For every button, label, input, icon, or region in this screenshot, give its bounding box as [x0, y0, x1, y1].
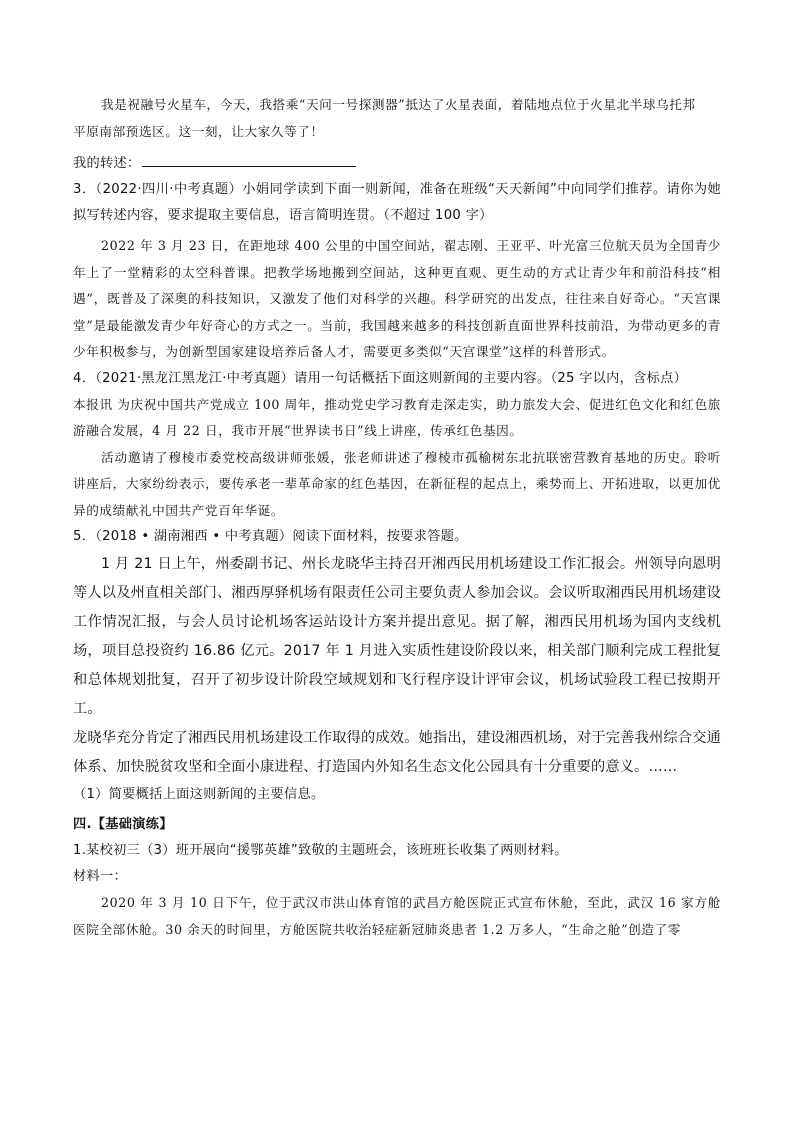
- material-text: 2020 年 3 月 10 日下午，位于武汉市洪山体育馆的武昌方舱医院正式宣布休舱，至此，武汉 16 家方舱医院全部休舱。30 余天的时间里，方舱医院共收治轻症新冠肺炎患者 1.2 万多人，“生命之舱”创造了零: [73, 895, 721, 937]
- question-5: [73, 524, 721, 808]
- section-heading: 四.【基础演练】: [73, 817, 173, 832]
- question-3: [73, 177, 721, 366]
- question-4: [73, 366, 721, 525]
- section-4: [73, 812, 721, 943]
- news-paragraph: 活动邀请了穆棱市委党校高级讲师张媛，张老师讲述了穆棱市孤榆树东北抗联密营教育基地的历史。聆听讲座后，大家纷纷表示，要传承老一辈革命家的红色基因，在新征程的起点上，乘势而上、开拓进取，以更加优异的成绩献礼中国共产党百年华诞。: [73, 449, 721, 518]
- sub-question: （1）简要概括上面这则新闻的主要信息。: [73, 787, 325, 802]
- answer-blank[interactable]: [142, 153, 356, 167]
- news-paragraph: 本报讯 为庆祝中国共产党成立 100 周年，推动党史学习教育走深走实，助力旅发大会、促进红色文化和红色旅游融合发展，4 月 22 日，我市开展“世界读书日”线上讲座，传承红色基因。: [73, 396, 721, 438]
- my-retell-line: [73, 151, 721, 177]
- question-prompt: 5．（2018 • 湖南湘西 • 中考真题）阅读下面材料，按要求答题。: [73, 529, 468, 544]
- question-prompt: 4．（2021·黑龙江黑龙江·中考真题）请用一句话概括下面这则新闻的主要内容。（25 字以内，含标点）: [73, 370, 688, 386]
- news-paragraph: 龙晓华充分肯定了湘西民用机场建设工作取得的成效。她指出，建设湘西机场，对于完善我州综合交通体系、加快脱贫攻坚和全面小康进程、打造国内外知名生态文化公园具有十分重要的意义。……: [73, 730, 721, 775]
- passage-top: [73, 92, 721, 177]
- question-prompt: 1.某校初三（3）班开展向“援鄂英雄”致敬的主题班会，该班班长收集了两则材料。: [73, 843, 568, 858]
- passage-line: 平原南部预选区。这一刻，让大家久等了！: [73, 123, 324, 139]
- news-passage: 2022 年 3 月 23 日，在距地球 400 公里的中国空间站，翟志刚、王亚平、叶光富三位航天员为全国青少年上了一堂精彩的太空科普课。把教学场地搬到空间站，这种更直观、更生动的方式让青少年和前沿科技“相遇”，既普及了深奥的科技知识，又激发了他们对科学的兴趣。科学研究的出发点，往往来自好奇心。“天宫课堂”是最能激发青少年好奇心的方式之一。当前，我国越来越多的科技创新直面世界科技前沿，为带动更多的青少年积极参与，为创新型国家建设培养后备人才，需要更多类似“天宫课堂”这样的科普形式。: [73, 238, 721, 359]
- my-retell-label: 我的转述：: [73, 156, 141, 171]
- news-paragraph: 1 月 21 日上午，州委副书记、州长龙晓华主持召开湘西民用机场建设工作汇报会。州领导向恩明等人以及州直相关部门、湘西厚驿机场有限责任公司主要负责人参加会议。会议听取湘西民用机场建设工作情况汇报，与会人员讨论机场客运站设计方案并提出意见。据了解，湘西民用机场为国内支线机场，项目总投资约 16.86 亿元。2017 年 1 月进入实质性建设阶段以来，相关部门顺利完成工程批复和总体规划批复，召开了初步设计阶段空域规划和飞行程序设计评审会议，机场试验段工程已按期开工。: [73, 556, 721, 717]
- material-label: 材料一：: [73, 869, 127, 884]
- passage-line: 我是祝融号火星车，今天，我搭乘“天问一号探测器”抵达了火星表面，着陆地点位于火星北半球乌托邦: [101, 97, 696, 112]
- question-prompt: 3．（2022·四川·中考真题）小娟同学读到下面一则新闻，准备在班级“天天新闻”中向同学们推荐。请你为她拟写转述内容，要求提取主要信息，语言简明连贯。（不超过 100 字）: [73, 182, 721, 223]
